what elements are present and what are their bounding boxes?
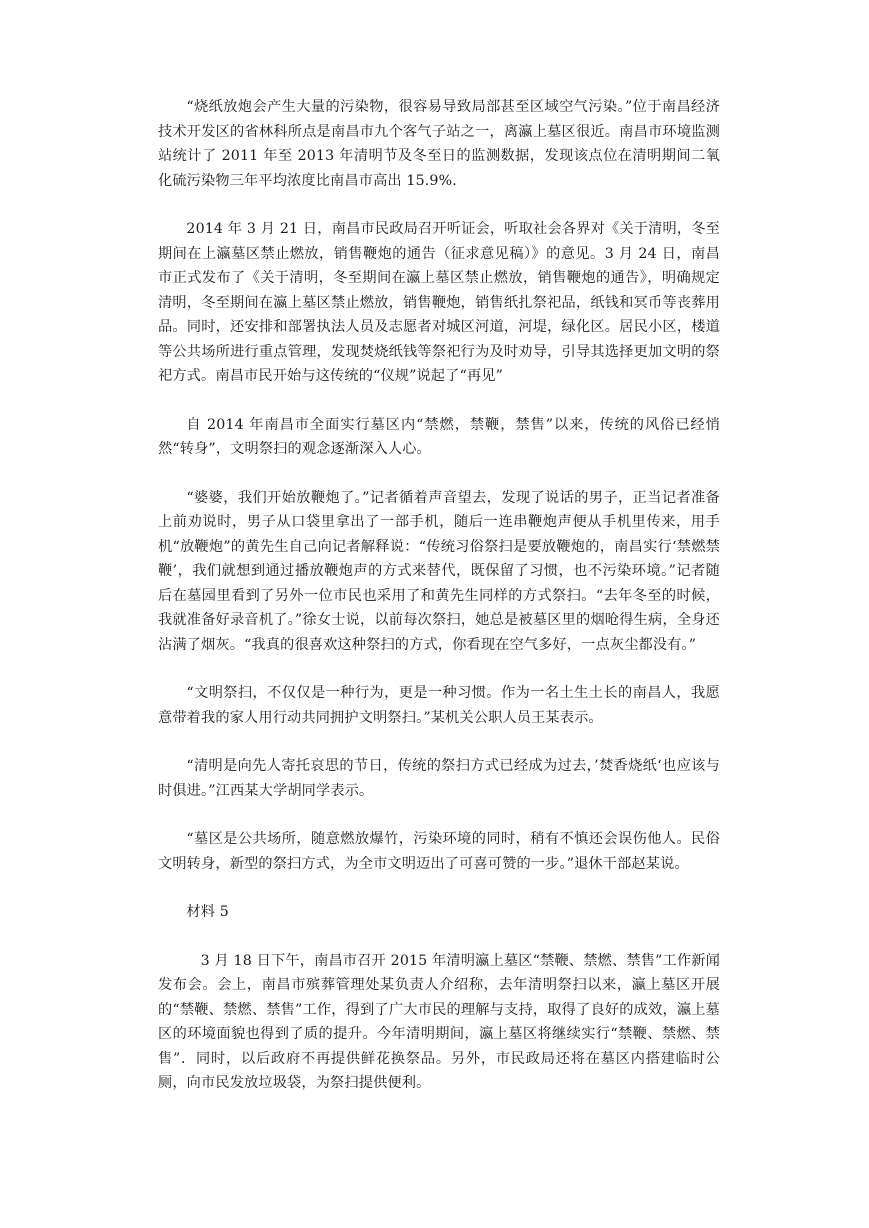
paragraph-retiree-quote: “墓区是公共场所，随意燃放爆竹，污染环境的同时，稍有不慎还会误伤他人。民俗文明转身，新型的祭扫方式，为全市文明迈出了可喜可赞的一步。”退休干部赵某说。 <box>158 831 720 872</box>
paragraph-civil-servant-quote: “文明祭扫，不仅仅是一种行为，更是一种习惯。作为一名土生土长的南昌人，我愿意带着我的家人用行动共同拥护文明祭扫。”某机关公职人员王某表示。 <box>158 685 720 726</box>
document-body <box>158 95 720 1096</box>
paragraph-student-quote: “清明是向先人寄托哀思的节日，传统的祭扫方式已经成为过去，’焚香烧纸‘也应该与时俱进。”江西某大学胡同学表示。 <box>158 758 720 799</box>
paragraph-custom-change: 自 2014 年南昌市全面实行墓区内“禁燃，禁鞭，禁售”以来，传统的风俗已经悄然“转身”，文明祭扫的观念逐渐深入人心。 <box>158 416 720 457</box>
paragraph-phone-firecrackers: “婆婆，我们开始放鞭炮了。”记者循着声音望去，发现了说话的男子，正当记者准备上前劝说时，男子从口袋里拿出了一部手机，随后一连串鞭炮声便从手机里传来，用手机“放鞭炮”的黄先生自己向记者解释说：“传统习俗祭扫是要放鞭炮的，南昌实行‘禁燃禁鞭’，我们就想到通过播放鞭炮声的方式来替代，既保留了习惯，也不污染环境。”记者随后在墓园里看到了另外一位市民也采用了和黄先生同样的方式祭扫。“去年冬至的时候，我就准备好录音机了。”徐女士说，以前每次祭扫，她总是被墓区里的烟呛得生病，全身还沾满了烟灰。“我真的很喜欢这种祭扫的方式，你看现在空气多好，一点灰尘都没有。” <box>158 489 720 653</box>
paragraph-hearing-notice: 2014 年 3 月 21 日，南昌市民政局召开听证会，听取社会各界对《关于清明，冬至期间在上瀛墓区禁止燃放，销售鞭炮的通告（征求意见稿）》的意见。3 月 24 日，南昌市正式发布了《关于清明，冬至期间在瀛上墓区禁止燃放，销售鞭炮的通告》，明确规定清明，冬至期间在瀛上墓区禁止燃放，销售鞭炮，销售纸扎祭祀品，纸钱和冥币等丧葬用品。同时，还安排和部署执法人员及志愿者对城区河道，河堤，绿化区。居民小区，楼道等公共场所进行重点管理，发现焚烧纸钱等祭祀行为及时劝导，引导其选择更加文明的祭祀方式。南昌市民开始与这传统的“仪规”说起了“再见” <box>158 221 720 384</box>
material-heading: 材料 5 <box>186 904 229 920</box>
paragraph-press-conference: 3 月 18 日下午，南昌市召开 2015 年清明瀛上墓区“禁鞭、禁燃、禁售”工作新闻发布会。会上，南昌市殡葬管理处某负责人介绍称，去年清明祭扫以来，瀛上墓区开展的“禁鞭、禁燃、禁售”工作，得到了广大市民的理解与支持，取得了良好的成效，瀛上墓区的环境面貌也得到了质的提升。今年清明期间，瀛上墓区将继续实行“禁鞭、禁燃、禁售”．同时，以后政府不再提供鲜花换祭品。另外，市民政局还将在墓区内搭建临时公厕，向市民发放垃圾袋，为祭扫提供便利。 <box>158 952 720 1091</box>
paragraph-air-pollution: “烧纸放炮会产生大量的污染物，很容易导致局部甚至区域空气污染。”位于南昌经济技术开发区的省林科所点是南昌市九个客气子站之一，离瀛上墓区很近。南昌市环境监测站统计了 2011 年至 2013 年清明节及冬至日的监测数据，发现该点位在清明期间二氧化硫污染物三年平均浓度比南昌市高出 15.9%. <box>158 99 720 189</box>
